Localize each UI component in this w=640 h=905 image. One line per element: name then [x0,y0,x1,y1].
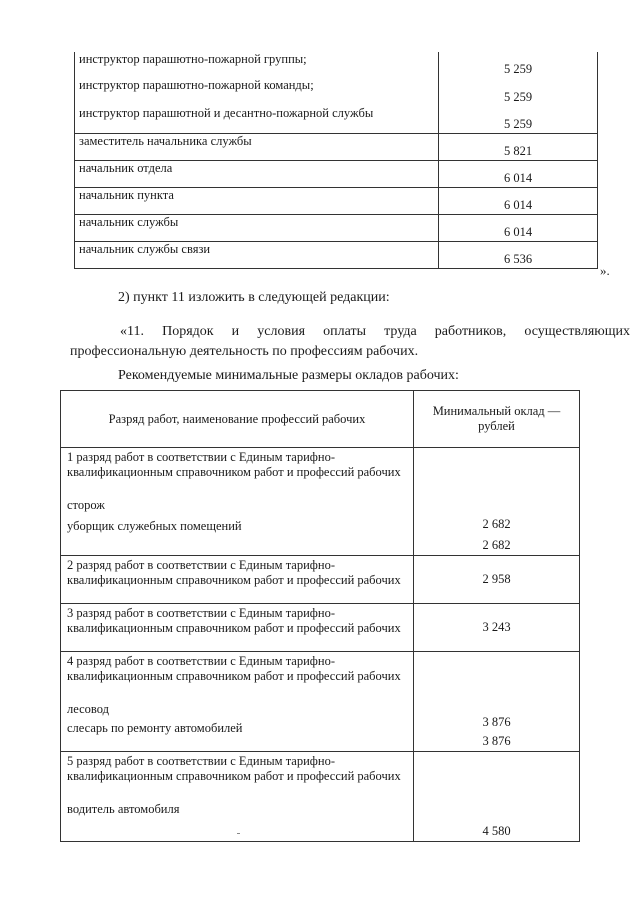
salary-value: 3 876 [482,734,511,748]
salary-value: 6 014 [439,160,598,187]
salary-value: 5 259 [439,52,598,78]
table-row [61,604,580,652]
salary-table-workers [60,390,580,842]
recommended-caption: Рекомендуемые минимальные размеры окладов рабочих: [118,368,459,383]
profession-name: уборщик служебных помещений [67,519,242,533]
grade-cell [61,652,414,752]
table-row [61,448,580,556]
profession-name: сторож [67,498,105,512]
position-name: инструктор парашютно-пожарной группы; [75,52,439,78]
salary-cell [414,448,580,556]
grade-title: 4 разряд работ в соответствии с Единым тарифно-квалификационным справочником работ и профессий рабочих [67,654,401,683]
salary-value: 2 682 [482,538,511,552]
grade-cell [61,448,414,556]
salary-value: 6 536 [439,241,598,268]
table-row [75,78,598,106]
salary-value: 2 958 [414,556,580,604]
grade-title: 5 разряд работ в соответствии с Единым тарифно-квалификационным справочником работ и профессий рабочих [67,754,401,783]
grade-title: 1 разряд работ в соответствии с Единым тарифно-квалификационным справочником работ и профессий рабочих [67,450,401,479]
profession-name: слесарь по ремонту автомобилей [67,721,243,735]
item-2-text: 2) пункт 11 изложить в следующей редакции: [118,290,390,305]
salary-value: 5 821 [439,133,598,160]
salary-value: 5 259 [439,106,598,133]
header-col-profession: Разряд работ, наименование профессий рабочих [61,391,414,448]
grade-cell [61,752,414,842]
profession-name: водитель автомобиля [67,802,180,816]
position-name: начальник службы связи [75,241,439,268]
salary-value: 6 014 [439,214,598,241]
table-row [75,241,598,268]
item-11-text [70,322,630,362]
table-row [61,652,580,752]
table-row [75,214,598,241]
position-name: начальник пункта [75,187,439,214]
item-11-body: «11. Порядок и условия оплаты труда работников, осуществляющих профессиональную деятельность по профессиям рабочих. [70,324,630,359]
table-row [75,52,598,78]
salary-value: 6 014 [439,187,598,214]
position-name: начальник отдела [75,160,439,187]
table-row [75,187,598,214]
table-header-row [61,391,580,448]
position-name: инструктор парашютно-пожарной команды; [75,78,439,106]
table-row [61,752,580,842]
position-name: инструктор парашютной и десантно-пожарной службы [75,106,439,133]
salary-table-managers [74,52,598,269]
profession-name: лесовод [67,702,109,716]
salary-value: 3 876 [482,715,511,729]
salary-cell [414,652,580,752]
closing-quote: ». [600,263,610,278]
table-row [75,106,598,133]
table-row [75,133,598,160]
grade-title: 2 разряд работ в соответствии с Единым тарифно-квалификационным справочником работ и профессий рабочих [61,556,414,604]
table-row [75,160,598,187]
header-col-salary: Минимальный оклад — рублей [414,391,580,448]
scan-mark [237,833,240,834]
position-name: заместитель начальника службы [75,133,439,160]
table-row [61,556,580,604]
salary-value: 2 682 [482,517,511,531]
grade-title: 3 разряд работ в соответствии с Единым тарифно-квалификационным справочником работ и профессий рабочих [61,604,414,652]
salary-value: 5 259 [439,78,598,106]
position-name: начальник службы [75,214,439,241]
salary-value: 3 243 [414,604,580,652]
salary-value: 4 580 [414,752,580,842]
